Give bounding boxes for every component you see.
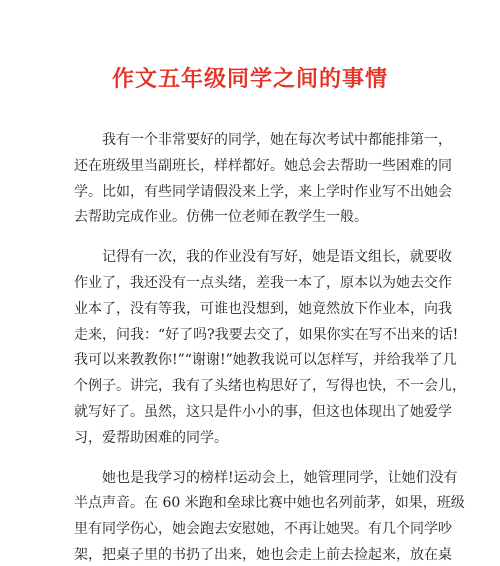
article-title: 作文五年级同学之间的事情	[111, 67, 388, 92]
paragraph-line: 我有一个非常要好的同学，她在每次考试中都能排第一，	[102, 132, 452, 148]
paragraph-line: 个例子。讲完，我有了头绪也构思好了，写得也快，不一会儿，	[74, 378, 466, 395]
paragraph-line: 就写好了。虽然，这只是件小小的事，但这也体现出了她爱学	[74, 403, 452, 420]
paragraph-line: 作业了，我还没有一点头绪，差我一本了，原本以为她去交作	[74, 274, 452, 291]
paragraph-2	[74, 245, 466, 451]
paragraph-line: 里有同学伤心，她会跑去安慰她，不再让她哭。有几个同学吵	[74, 521, 452, 538]
paragraph-line: 记得有一次，我的作业没有写好，她是语文组长，就要收	[102, 249, 452, 266]
paragraph-line: 业本了，没有等我，可谁也没想到，她竟然放下作业本，向我	[74, 300, 452, 317]
article-body	[74, 128, 466, 566]
paragraph-line: 还在班级里当副班长，样样都好。她总会去帮助一些困难的同	[74, 157, 452, 174]
paragraph-line: 去帮助完成作业。仿佛一位老师在教学生一般。	[74, 209, 368, 226]
paragraph-line: 走来，问我：“好了吗?我要去交了，如果你实在写不出来的话!	[74, 326, 459, 343]
paragraph-line: 我可以来教教你!”“谢谢!”她教我说可以怎样写，并给我举了几	[74, 352, 457, 369]
paragraph-line: 她也是我学习的榜样!运动会上，她管理同学，让她们没有	[102, 469, 458, 486]
paragraph-line: 半点声音。在 60 米跑和垒球比赛中她也名列前茅，如果，班级	[74, 495, 465, 512]
paragraph-line: 习，爱帮助困难的同学。	[74, 429, 228, 446]
paragraph-1	[74, 128, 452, 231]
paragraph-line: 学。比如，有些同学请假没来上学，来上学时作业写不出她会	[74, 183, 452, 200]
paragraph-3	[74, 466, 465, 566]
paragraph-line: 架，把桌子里的书扔了出来，她也会走上前去捡起来，放在桌	[74, 546, 452, 563]
